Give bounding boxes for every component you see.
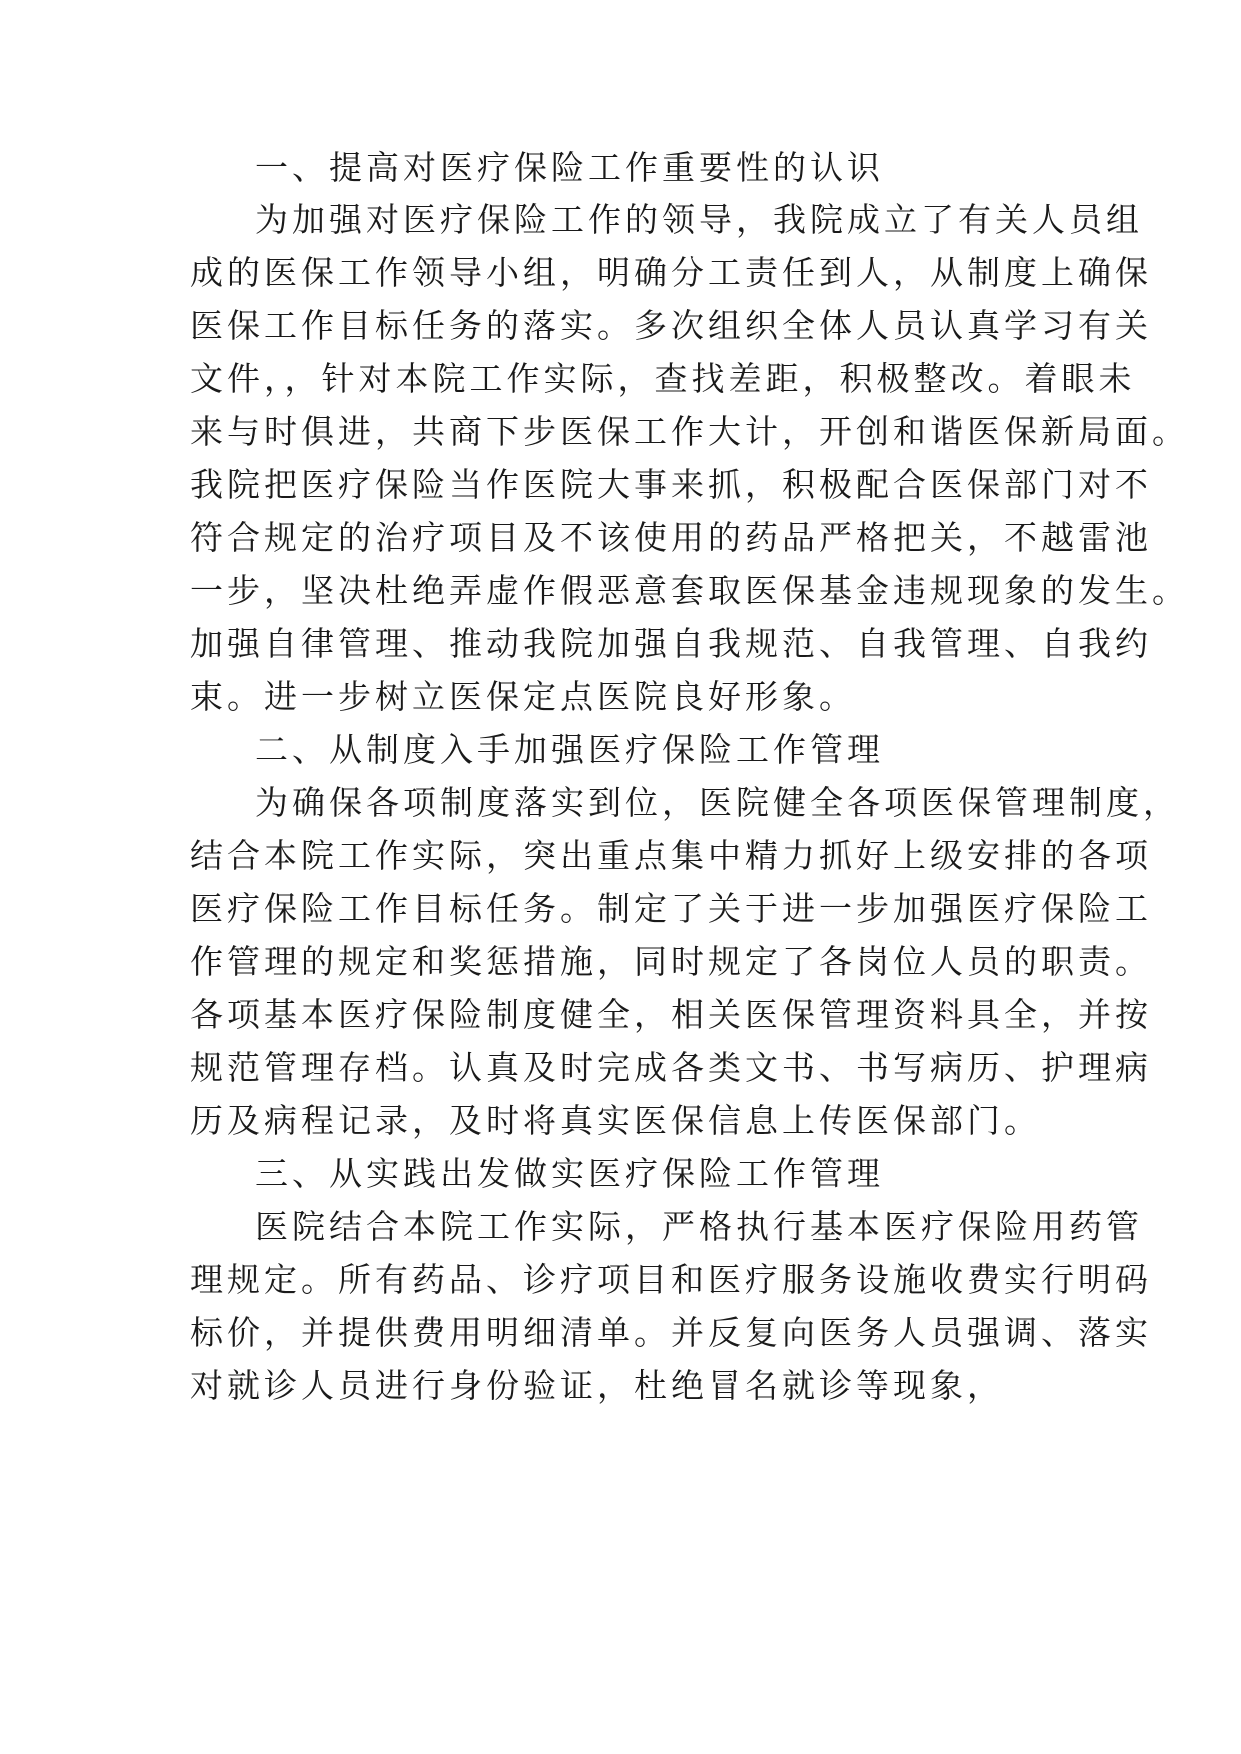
section-heading-2: 二、从制度入手加强医疗保险工作管理: [255, 730, 884, 769]
paragraph-line: 医疗保险工作目标任务。制定了关于进一步加强医疗保险工: [190, 889, 1152, 928]
paragraph-line: 我院把医疗保险当作医院大事来抓，积极配合医保部门对不: [190, 465, 1152, 504]
paragraph-line: 规范管理存档。认真及时完成各类文书、书写病历、护理病: [190, 1048, 1152, 1087]
paragraph-line: 一步，坚决杜绝弄虚作假恶意套取医保基金违规现象的发生。: [190, 571, 1189, 610]
paragraph-line: 结合本院工作实际，突出重点集中精力抓好上级安排的各项: [190, 836, 1152, 875]
paragraph-line: 束。进一步树立医保定点医院良好形象。: [190, 677, 856, 716]
paragraph-line: 各项基本医疗保险制度健全，相关医保管理资料具全，并按: [190, 995, 1152, 1034]
section-heading-1: 一、提高对医疗保险工作重要性的认识: [255, 148, 884, 187]
paragraph-line: 历及病程记录，及时将真实医保信息上传医保部门。: [190, 1101, 1041, 1140]
paragraph-line: 加强自律管理、推动我院加强自我规范、自我管理、自我约: [190, 624, 1152, 663]
paragraph-line: 医院结合本院工作实际，严格执行基本医疗保险用药管: [255, 1207, 1143, 1246]
paragraph-line: 为加强对医疗保险工作的领导，我院成立了有关人员组: [255, 200, 1143, 239]
paragraph-line: 对就诊人员进行身份验证，杜绝冒名就诊等现象，: [190, 1366, 1004, 1405]
paragraph-line: 作管理的规定和奖惩措施，同时规定了各岗位人员的职责。: [190, 942, 1152, 981]
paragraph-line: 成的医保工作领导小组，明确分工责任到人，从制度上确保: [190, 253, 1152, 292]
paragraph-line: 医保工作目标任务的落实。多次组织全体人员认真学习有关: [190, 306, 1152, 345]
paragraph-line: 标价，并提供费用明细清单。并反复向医务人员强调、落实: [190, 1313, 1152, 1352]
paragraph-line: 符合规定的治疗项目及不该使用的药品严格把关，不越雷池: [190, 518, 1152, 557]
paragraph-line: 来与时俱进，共商下步医保工作大计，开创和谐医保新局面。: [190, 412, 1189, 451]
paragraph-line: 理规定。所有药品、诊疗项目和医疗服务设施收费实行明码: [190, 1260, 1152, 1299]
paragraph-line: 文件，，针对本院工作实际，查找差距，积极整改。着眼未: [190, 359, 1136, 398]
paragraph-line: 为确保各项制度落实到位，医院健全各项医保管理制度，: [255, 783, 1180, 822]
section-heading-3: 三、从实践出发做实医疗保险工作管理: [255, 1154, 884, 1193]
